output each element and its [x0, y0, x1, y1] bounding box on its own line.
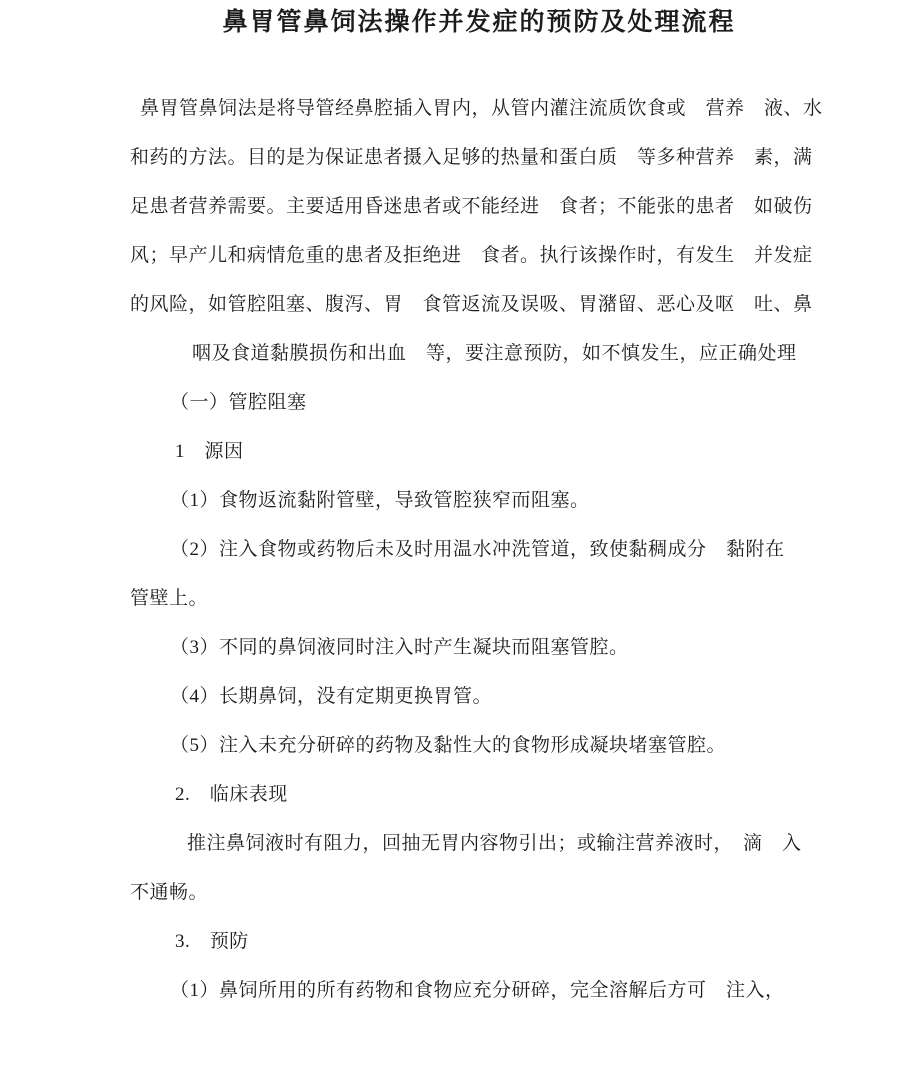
text-line: （2）注入食物或药物后未及时用温水冲洗管道，致使黏稠成分 黏附在: [170, 539, 785, 560]
text-line: （5）注入未充分研碎的药物及黏性大的食物形成凝块堵塞管腔。: [170, 735, 727, 756]
text-line: 不通畅。: [130, 882, 209, 903]
text-line: 鼻胃管鼻饲法是将导管经鼻腔插入胃内，从管内灌注流质饮食或 营养 液、水: [140, 98, 823, 119]
text-line: （4）长期鼻饲，没有定期更换胃管。: [170, 686, 493, 707]
document-title: 鼻胃管鼻饲法操作并发症的预防及处理流程: [222, 9, 736, 36]
text-line: 推注鼻饲液时有阻力，回抽无胃内容物引出；或输注营养液时， 滴 入: [187, 833, 802, 854]
text-line: 的风险，如管腔阻塞、腹泻、胃 食管返流及误吸、胃潴留、恶心及呕 吐、鼻: [130, 294, 813, 315]
text-line: （一）管腔阻塞: [170, 392, 307, 413]
text-line: （1）鼻饲所用的所有药物和食物应充分研碎，完全溶解后方可 注入，: [170, 980, 785, 1001]
text-line: 和药的方法。目的是为保证患者摄入足够的热量和蛋白质 等多种营养 素，满: [130, 147, 813, 168]
text-line: 咽及食道黏膜损伤和出血 等，要注意预防，如不慎发生，应正确处理: [192, 343, 797, 364]
text-line: 2. 临床表现: [175, 784, 288, 805]
text-line: 1 源因: [175, 441, 244, 462]
document-body: [130, 84, 823, 1015]
text-line: 风；早产儿和病情危重的患者及拒绝进 食者。执行该操作时，有发生 并发症: [130, 245, 813, 266]
text-line: （3）不同的鼻饲液同时注入时产生凝块而阻塞管腔。: [170, 637, 629, 658]
text-line: 3. 预防: [175, 931, 249, 952]
text-line: （1）食物返流黏附管壁，导致管腔狭窄而阻塞。: [170, 490, 590, 511]
text-line: 足患者营养需要。主要适用昏迷患者或不能经进 食者；不能张的患者 如破伤: [130, 196, 813, 217]
text-line: 管壁上。: [130, 588, 209, 609]
